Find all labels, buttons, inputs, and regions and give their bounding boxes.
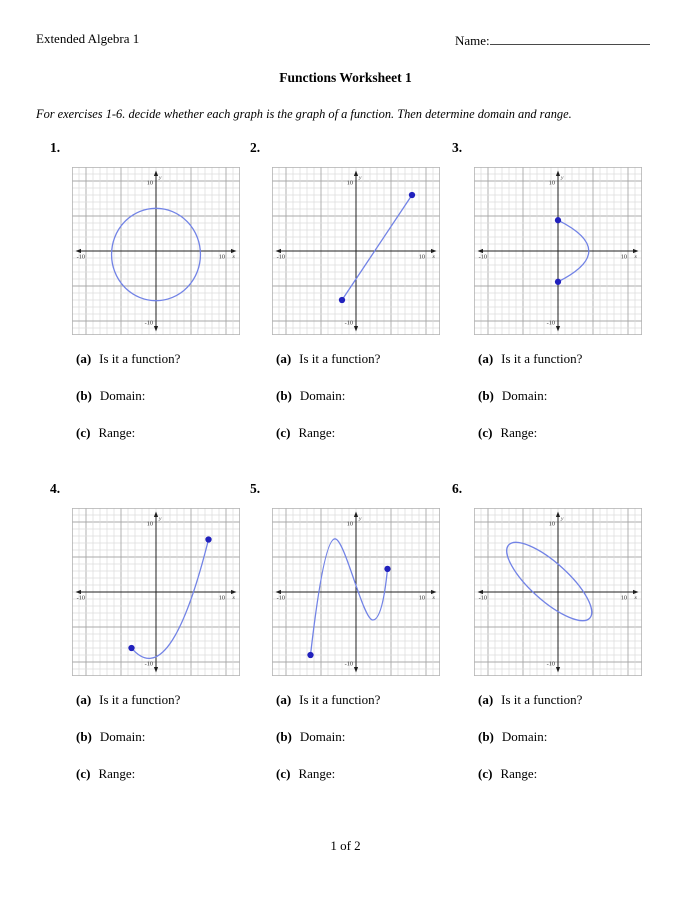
endpoint-dot [555, 279, 561, 285]
coordinate-graph [72, 508, 240, 676]
axis-arrow-icon [154, 667, 158, 673]
question-c-label: (c) [276, 766, 291, 781]
question-a [76, 351, 262, 367]
axis-arrow-icon [556, 326, 560, 332]
question-c-text: Range: [298, 425, 336, 440]
problem [50, 481, 262, 803]
endpoint-dot [307, 652, 313, 658]
axis-arrow-icon [354, 171, 358, 177]
axis-tick-label: 10 [418, 594, 425, 602]
axis-tick-label: 10 [620, 253, 627, 261]
axis-tick-label: x [232, 595, 235, 601]
graph-svg [474, 167, 642, 335]
axis-arrow-icon [478, 590, 484, 594]
question-list [76, 692, 262, 782]
question-c [478, 425, 664, 441]
axis-tick-label: -10 [546, 319, 555, 327]
question-a [478, 351, 664, 367]
question-list [276, 692, 462, 782]
question-c-label: (c) [76, 425, 91, 440]
problem-number: 5. [250, 481, 261, 496]
question-b-label: (b) [478, 388, 494, 403]
axis-arrow-icon [354, 667, 358, 673]
axis-tick-label: -10 [76, 594, 85, 602]
axis-tick-label: -10 [478, 253, 487, 261]
axis-tick-label: y [159, 516, 162, 522]
axis-tick-label: 10 [146, 520, 153, 528]
question-a-text: Is it a function? [501, 692, 583, 707]
axis-arrow-icon [76, 590, 82, 594]
problem-number: 3. [452, 140, 463, 155]
question-b-text: Domain: [501, 388, 548, 403]
problem-number: 6. [452, 481, 463, 496]
axis-tick-label: y [359, 516, 362, 522]
question-b-label: (b) [76, 729, 92, 744]
axis-arrow-icon [478, 249, 484, 253]
graph-svg [474, 508, 642, 676]
coordinate-graph [474, 167, 642, 335]
question-a-text: Is it a function? [299, 351, 381, 366]
axis-tick-label: y [561, 175, 564, 181]
problem-number: 4. [50, 481, 61, 496]
question-b-text: Domain: [299, 388, 346, 403]
question-c [76, 425, 262, 441]
problem [250, 481, 462, 803]
axis-tick-label: y [561, 516, 564, 522]
name-line [455, 31, 650, 49]
coordinate-graph [272, 508, 440, 676]
axis-tick-label: x [232, 254, 235, 260]
question-a [478, 692, 664, 708]
question-c-text: Range: [500, 766, 538, 781]
question-list [478, 692, 664, 782]
axis-tick-label: 10 [218, 253, 225, 261]
endpoint-dot [205, 536, 211, 542]
name-blank [490, 31, 650, 45]
axis-tick-label: 10 [346, 520, 353, 528]
question-b [76, 388, 262, 404]
axis-tick-label: -10 [144, 319, 153, 327]
question-a-label: (a) [276, 351, 292, 366]
question-a [76, 692, 262, 708]
question-c-label: (c) [76, 766, 91, 781]
axis-tick-label: 10 [548, 179, 555, 187]
axis-arrow-icon [154, 326, 158, 332]
name-label: Name: [455, 33, 490, 48]
endpoint-dot [409, 192, 415, 198]
question-a-text: Is it a function? [99, 351, 181, 366]
question-b-label: (b) [276, 388, 292, 403]
question-a [276, 351, 462, 367]
graph-curve [496, 531, 602, 632]
question-b [276, 388, 462, 404]
axis-tick-label: 10 [620, 594, 627, 602]
axis-arrow-icon [556, 667, 560, 673]
instructions-text: For exercises 1-6. decide whether each graph is the graph of a function. Then determine domain and range. [36, 107, 572, 121]
question-b-label: (b) [76, 388, 92, 403]
axis-arrow-icon [231, 249, 237, 253]
endpoint-dot [384, 566, 390, 572]
axis-arrow-icon [556, 171, 560, 177]
axis-arrow-icon [633, 249, 639, 253]
question-b-text: Domain: [99, 388, 146, 403]
graph-svg [72, 508, 240, 676]
graph-svg [72, 167, 240, 335]
question-b [478, 729, 664, 745]
problem [452, 140, 664, 462]
graph-svg [272, 508, 440, 676]
endpoint-dot [128, 645, 134, 651]
coordinate-graph [474, 508, 642, 676]
problem [250, 140, 462, 462]
axis-tick-label: -10 [76, 253, 85, 261]
question-b-text: Domain: [99, 729, 146, 744]
question-b-label: (b) [478, 729, 494, 744]
axis-tick-label: x [634, 254, 637, 260]
axis-tick-label: 10 [146, 179, 153, 187]
question-c-label: (c) [478, 766, 493, 781]
question-a-label: (a) [76, 692, 92, 707]
axis-arrow-icon [556, 512, 560, 518]
question-b-text: Domain: [501, 729, 548, 744]
axis-tick-label: y [359, 175, 362, 181]
problem [50, 140, 262, 462]
question-c [276, 425, 462, 441]
axis-arrow-icon [354, 512, 358, 518]
question-c-text: Range: [500, 425, 538, 440]
question-a-text: Is it a function? [99, 692, 181, 707]
axis-tick-label: 10 [548, 520, 555, 528]
question-c-label: (c) [276, 425, 291, 440]
question-a-label: (a) [478, 692, 494, 707]
axis-tick-label: -10 [546, 660, 555, 668]
problem [452, 481, 664, 803]
axis-tick-label: -10 [276, 253, 285, 261]
course-label: Extended Algebra 1 [36, 31, 140, 46]
question-b [478, 388, 664, 404]
question-a-label: (a) [76, 351, 92, 366]
question-c-text: Range: [98, 766, 136, 781]
question-c [276, 766, 462, 782]
question-list [478, 351, 664, 441]
endpoint-dot [339, 297, 345, 303]
axis-arrow-icon [354, 326, 358, 332]
axis-tick-label: x [432, 595, 435, 601]
axis-tick-label: -10 [478, 594, 487, 602]
axis-tick-label: -10 [344, 660, 353, 668]
axis-arrow-icon [76, 249, 82, 253]
coordinate-graph [272, 167, 440, 335]
question-b-text: Domain: [299, 729, 346, 744]
question-a-text: Is it a function? [299, 692, 381, 707]
question-a-label: (a) [478, 351, 494, 366]
question-c [478, 766, 664, 782]
question-a-text: Is it a function? [501, 351, 583, 366]
question-c-label: (c) [478, 425, 493, 440]
axis-arrow-icon [231, 590, 237, 594]
question-b [276, 729, 462, 745]
graph-svg [272, 167, 440, 335]
axis-tick-label: x [634, 595, 637, 601]
axis-arrow-icon [154, 171, 158, 177]
question-list [276, 351, 462, 441]
axis-tick-label: 10 [418, 253, 425, 261]
axis-arrow-icon [276, 590, 282, 594]
axis-tick-label: 10 [346, 179, 353, 187]
axis-tick-label: x [432, 254, 435, 260]
problem-number: 1. [50, 140, 61, 155]
axis-arrow-icon [431, 249, 437, 253]
page-number: 1 of 2 [330, 838, 361, 853]
question-b [76, 729, 262, 745]
question-list [76, 351, 262, 441]
axis-arrow-icon [154, 512, 158, 518]
axis-tick-label: -10 [144, 660, 153, 668]
axis-tick-label: 10 [218, 594, 225, 602]
axis-arrow-icon [633, 590, 639, 594]
question-c [76, 766, 262, 782]
endpoint-dot [555, 217, 561, 223]
question-b-label: (b) [276, 729, 292, 744]
page-title: Functions Worksheet 1 [279, 70, 412, 85]
problem-number: 2. [250, 140, 261, 155]
question-a [276, 692, 462, 708]
question-a-label: (a) [276, 692, 292, 707]
question-c-text: Range: [298, 766, 336, 781]
axis-tick-label: -10 [344, 319, 353, 327]
axis-arrow-icon [431, 590, 437, 594]
coordinate-graph [72, 167, 240, 335]
axis-tick-label: y [159, 175, 162, 181]
axis-arrow-icon [276, 249, 282, 253]
axis-tick-label: -10 [276, 594, 285, 602]
question-c-text: Range: [98, 425, 136, 440]
